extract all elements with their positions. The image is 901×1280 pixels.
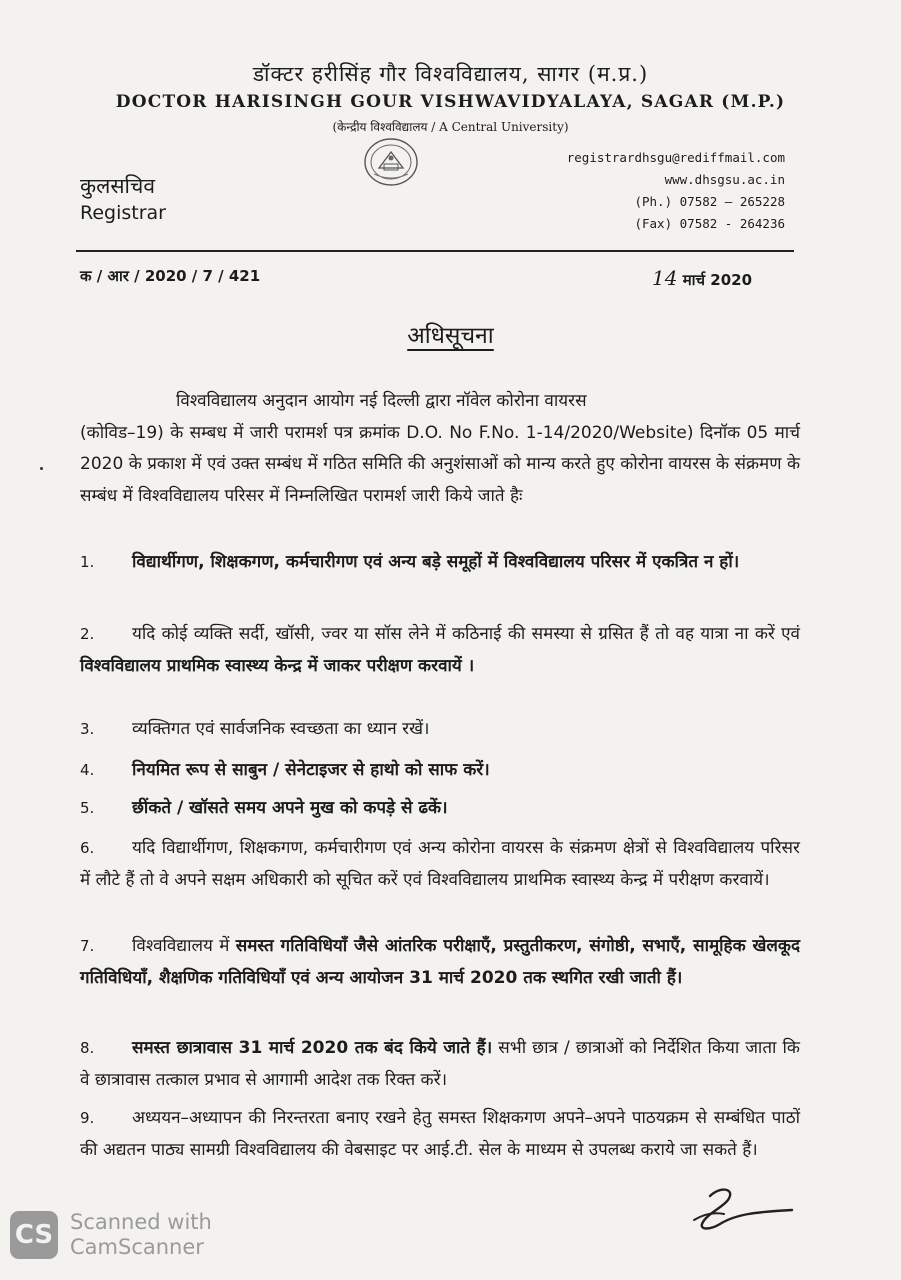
item-text: विश्वविद्यालय में xyxy=(132,936,236,956)
item-text: सभी छात्र / छात्राओं को निर्देशित किया जाता कि वे छात्रावास तत्काल प्रभाव से आगामी आदेश तक रिक्त करें। xyxy=(80,1038,800,1090)
office-title-english: Registrar xyxy=(80,202,166,224)
intro-paragraph xyxy=(80,386,800,512)
item-number: 2. xyxy=(80,625,95,643)
advisory-item-2 xyxy=(80,618,800,682)
advisory-item-3 xyxy=(80,713,800,745)
intro-rest: (कोविड–19) के सम्बध में जारी परामर्श पत्र क्रमांक D.O. No F.No. 1-14/2020/Website) दिनॉक 05 मार्च 2020 के प्रकाश में एवं उक्त सम्बंध में गठित समिति की अनुशंसाओं को मान्य करते हुए कोरोना वायरस के संक्रमण के सम्बंध में विश्वविद्यालय परिसर में निम्नलिखित परामर्श जारी किये जाते हैः xyxy=(80,422,800,506)
advisory-item-7 xyxy=(80,930,800,994)
camscanner-logo-icon: CS xyxy=(10,1211,58,1259)
watermark-line-1: Scanned with xyxy=(70,1210,212,1234)
university-emblem-icon xyxy=(362,136,420,188)
item-bold-text: समस्त गतिविधियॉं जैसे आंतरिक परीक्षाएँ, प्रस्तुतीकरण, संगोष्ठी, सभाएँ, सामूहिक खेलकूद गतिविधियॉं, शैक्षणिक गतिविधियॉं एवं अन्य आयोजन 31 मार्च 2020 तक स्थगित रखी जाती हैं। xyxy=(80,936,800,988)
university-subtitle: (केन्द्रीय विश्वविद्यालय / A Central University) xyxy=(332,120,569,134)
item-bold-text: समस्त छात्रावास 31 मार्च 2020 तक बंद किये जाते हैं। xyxy=(132,1038,493,1058)
reference-number: क / आर / 2020 / 7 / 421 xyxy=(80,267,261,285)
item-number: 7. xyxy=(80,937,95,955)
university-name-english: DOCTOR HARISINGH GOUR VISHWAVIDYALAYA, SAGAR (M.P.) xyxy=(115,92,786,112)
advisory-item-6 xyxy=(80,832,800,896)
watermark-text xyxy=(70,1210,212,1260)
item-bold-text: विद्यार्थीगण, शिक्षकगण, कर्मचारीगण एवं अन्य बड़े समूहों में विश्वविद्यालय परिसर में एकत्रित न हों। xyxy=(132,552,740,572)
advisory-item-9 xyxy=(80,1102,800,1166)
item-number: 4. xyxy=(80,761,95,779)
intro-first-line: विश्वविद्यालय अनुदान आयोग नई दिल्ली द्वारा नॉवेल कोरोना वायरस xyxy=(176,391,587,411)
item-text: यदि विद्यार्थीगण, शिक्षकगण, कर्मचारीगण एवं अन्य कोरोना वायरस के संक्रमण क्षेत्रों से विश्वविद्यालय परिसर में लौटे हैं तो वे अपने सक्षम अधिकारी को सूचित करें एवं विश्वविद्यालय प्राथमिक स्वास्थ्य केन्द्र में परीक्षण करवायें। xyxy=(80,838,800,890)
item-bold-text: छींकते / खॉसते समय अपने मुख को कपड़े से ढकें। xyxy=(132,798,448,818)
notice-heading-text: अधिसूचना xyxy=(407,323,494,349)
advisory-item-1 xyxy=(80,546,800,578)
item-bold-text: विश्वविद्यालय प्राथमिक स्वास्थ्य केन्द्र में जाकर परीक्षण करवायें । xyxy=(80,656,475,676)
header-divider xyxy=(76,250,794,252)
handwritten-signature-icon xyxy=(680,1184,798,1242)
item-number: 1. xyxy=(80,553,95,571)
contact-fax: (Fax) 07582 - 264236 xyxy=(634,216,785,231)
item-number: 8. xyxy=(80,1039,95,1057)
date-month-year: मार्च 2020 xyxy=(682,271,753,289)
contact-phone: (Ph.) 07582 – 265228 xyxy=(634,194,785,209)
item-text: व्यक्तिगत एवं सार्वजनिक स्वच्छता का ध्यान रखें। xyxy=(132,719,430,739)
contact-website: www.dhsgsu.ac.in xyxy=(664,172,785,187)
notice-date xyxy=(652,266,752,290)
scan-speck xyxy=(40,467,43,470)
item-text: अध्ययन–अध्यापन की निरन्तरता बनाए रखने हेतु समस्त शिक्षकगण अपने–अपने पाठयक्रम से सम्बंधित पाठों की अद्यतन पाठ्य सामग्री विश्वविद्यालय की वेबसाइट पर आई.टी. सेल के माध्यम से उपलब्ध कराये जा सकते हैं। xyxy=(80,1108,800,1160)
item-number: 5. xyxy=(80,799,95,817)
item-number: 9. xyxy=(80,1109,95,1127)
notice-heading xyxy=(0,318,901,350)
watermark-line-2: CamScanner xyxy=(70,1235,204,1259)
item-bold-text: नियमित रूप से साबुन / सेनेटाइजर से हाथो को साफ करें। xyxy=(132,760,490,780)
item-text: यदि कोई व्यक्ति सर्दी, खॉसी, ज्वर या सॉस लेने में कठिनाई की समस्या से ग्रसित हैं तो वह यात्रा ना करें एवं xyxy=(132,624,800,644)
university-name-hindi: डॉक्टर हरीसिंह गौर विश्वविद्यालय, सागर (म.प्र.) xyxy=(252,62,649,86)
advisory-item-8 xyxy=(80,1032,800,1096)
date-day-handwritten: 14 xyxy=(652,266,678,290)
item-number: 6. xyxy=(80,839,95,857)
advisory-item-4 xyxy=(80,754,800,786)
office-title-hindi: कुलसचिव xyxy=(80,174,156,198)
item-number: 3. xyxy=(80,720,95,738)
advisory-item-5 xyxy=(80,792,800,824)
contact-email: registrardhsgu@rediffmail.com xyxy=(566,150,785,165)
camscanner-watermark xyxy=(10,1210,212,1260)
